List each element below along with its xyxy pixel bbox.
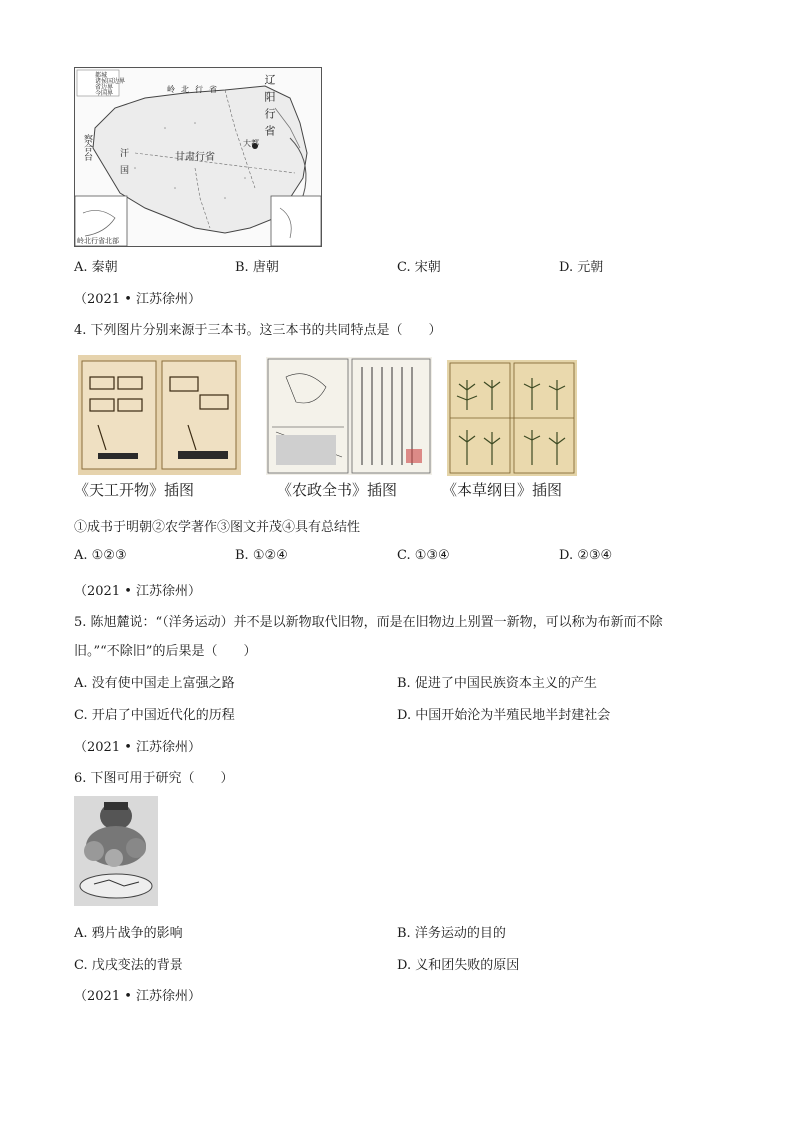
q6-option-c[interactable]: C. 戊戌变法的背景 <box>74 958 183 973</box>
map-label-khanate: 汗国 <box>118 148 128 182</box>
q5-option-a[interactable]: A. 没有使中国走上富强之路 <box>74 676 235 691</box>
bencao-gangmu-illustration <box>447 360 577 476</box>
map-label-dadu: 大都 <box>243 139 259 148</box>
q6-option-b[interactable]: B. 洋务运动的目的 <box>397 926 506 941</box>
yuan-map-image <box>74 67 322 247</box>
q5-source: （2021 • 江苏徐州） <box>74 740 202 755</box>
map-label-inset: 岭北行省北部 <box>77 237 119 245</box>
q5-option-d[interactable]: D. 中国开始沦为半殖民地半封建社会 <box>397 708 611 723</box>
map-legend-province-border: 省边界 <box>95 84 114 91</box>
map-label-gansu: 甘肃行省 <box>175 152 215 163</box>
q4-option-a[interactable]: A. ①②③ <box>74 548 127 563</box>
map-legend-capital: 都城 <box>95 72 108 79</box>
tiangong-kaiwu-illustration <box>78 355 241 475</box>
q5-stem-line2: 旧。”“不除旧”的后果是（ ） <box>74 644 257 659</box>
q5-option-c[interactable]: C. 开启了中国近代化的历程 <box>74 708 235 723</box>
map-legend-modern-border: 今国界 <box>95 90 114 97</box>
q6-option-d[interactable]: D. 义和团失败的原因 <box>397 958 520 973</box>
map-label-lingbei: 岭北行省 <box>167 85 223 94</box>
caption-bencao-gangmu: 《本草纲目》插图 <box>442 481 563 499</box>
map-label-liaoyang: 辽阳行省 <box>263 74 276 142</box>
q6-source: （2021 • 江苏徐州） <box>74 989 202 1004</box>
q5-option-b[interactable]: B. 促进了中国民族资本主义的产生 <box>397 676 597 691</box>
q4-option-b[interactable]: B. ①②④ <box>235 548 288 563</box>
q3-option-a[interactable]: A. 秦朝 <box>74 260 118 275</box>
q3-source: （2021 • 江苏徐州） <box>74 292 202 307</box>
q6-option-a[interactable]: A. 鸦片战争的影响 <box>74 926 183 941</box>
map-legend-khanate-border: 诸侯国边界 <box>95 78 126 85</box>
q6-stem: 6. 下图可用于研究（ ） <box>74 771 234 786</box>
map-label-chagatai: 察合台 <box>82 134 92 161</box>
q3-option-d[interactable]: D. 元朝 <box>559 260 604 275</box>
q5-stem-line1: 5. 陈旭麓说：“（洋务运动）并不是以新物取代旧物，而是在旧物边上别置一新物，可以称为布新而不除 <box>74 615 663 630</box>
caption-nongzheng-quanshu: 《农政全书》插图 <box>277 481 398 499</box>
q4-option-d[interactable]: D. ②③④ <box>559 548 613 563</box>
q3-option-b[interactable]: B. 唐朝 <box>235 260 279 275</box>
carving-up-china-cartoon <box>74 796 158 906</box>
q4-option-c[interactable]: C. ①③④ <box>397 548 450 563</box>
q4-stem: 4. 下列图片分别来源于三本书。这三本书的共同特点是（ ） <box>74 323 442 338</box>
q4-source: （2021 • 江苏徐州） <box>74 584 202 599</box>
nongzheng-quanshu-illustration <box>266 357 432 475</box>
q3-option-c[interactable]: C. 宋朝 <box>397 260 441 275</box>
q4-statements: ①成书于明朝②农学著作③图文并茂④具有总结性 <box>74 520 361 535</box>
caption-tiangong-kaiwu: 《天工开物》插图 <box>74 481 195 499</box>
